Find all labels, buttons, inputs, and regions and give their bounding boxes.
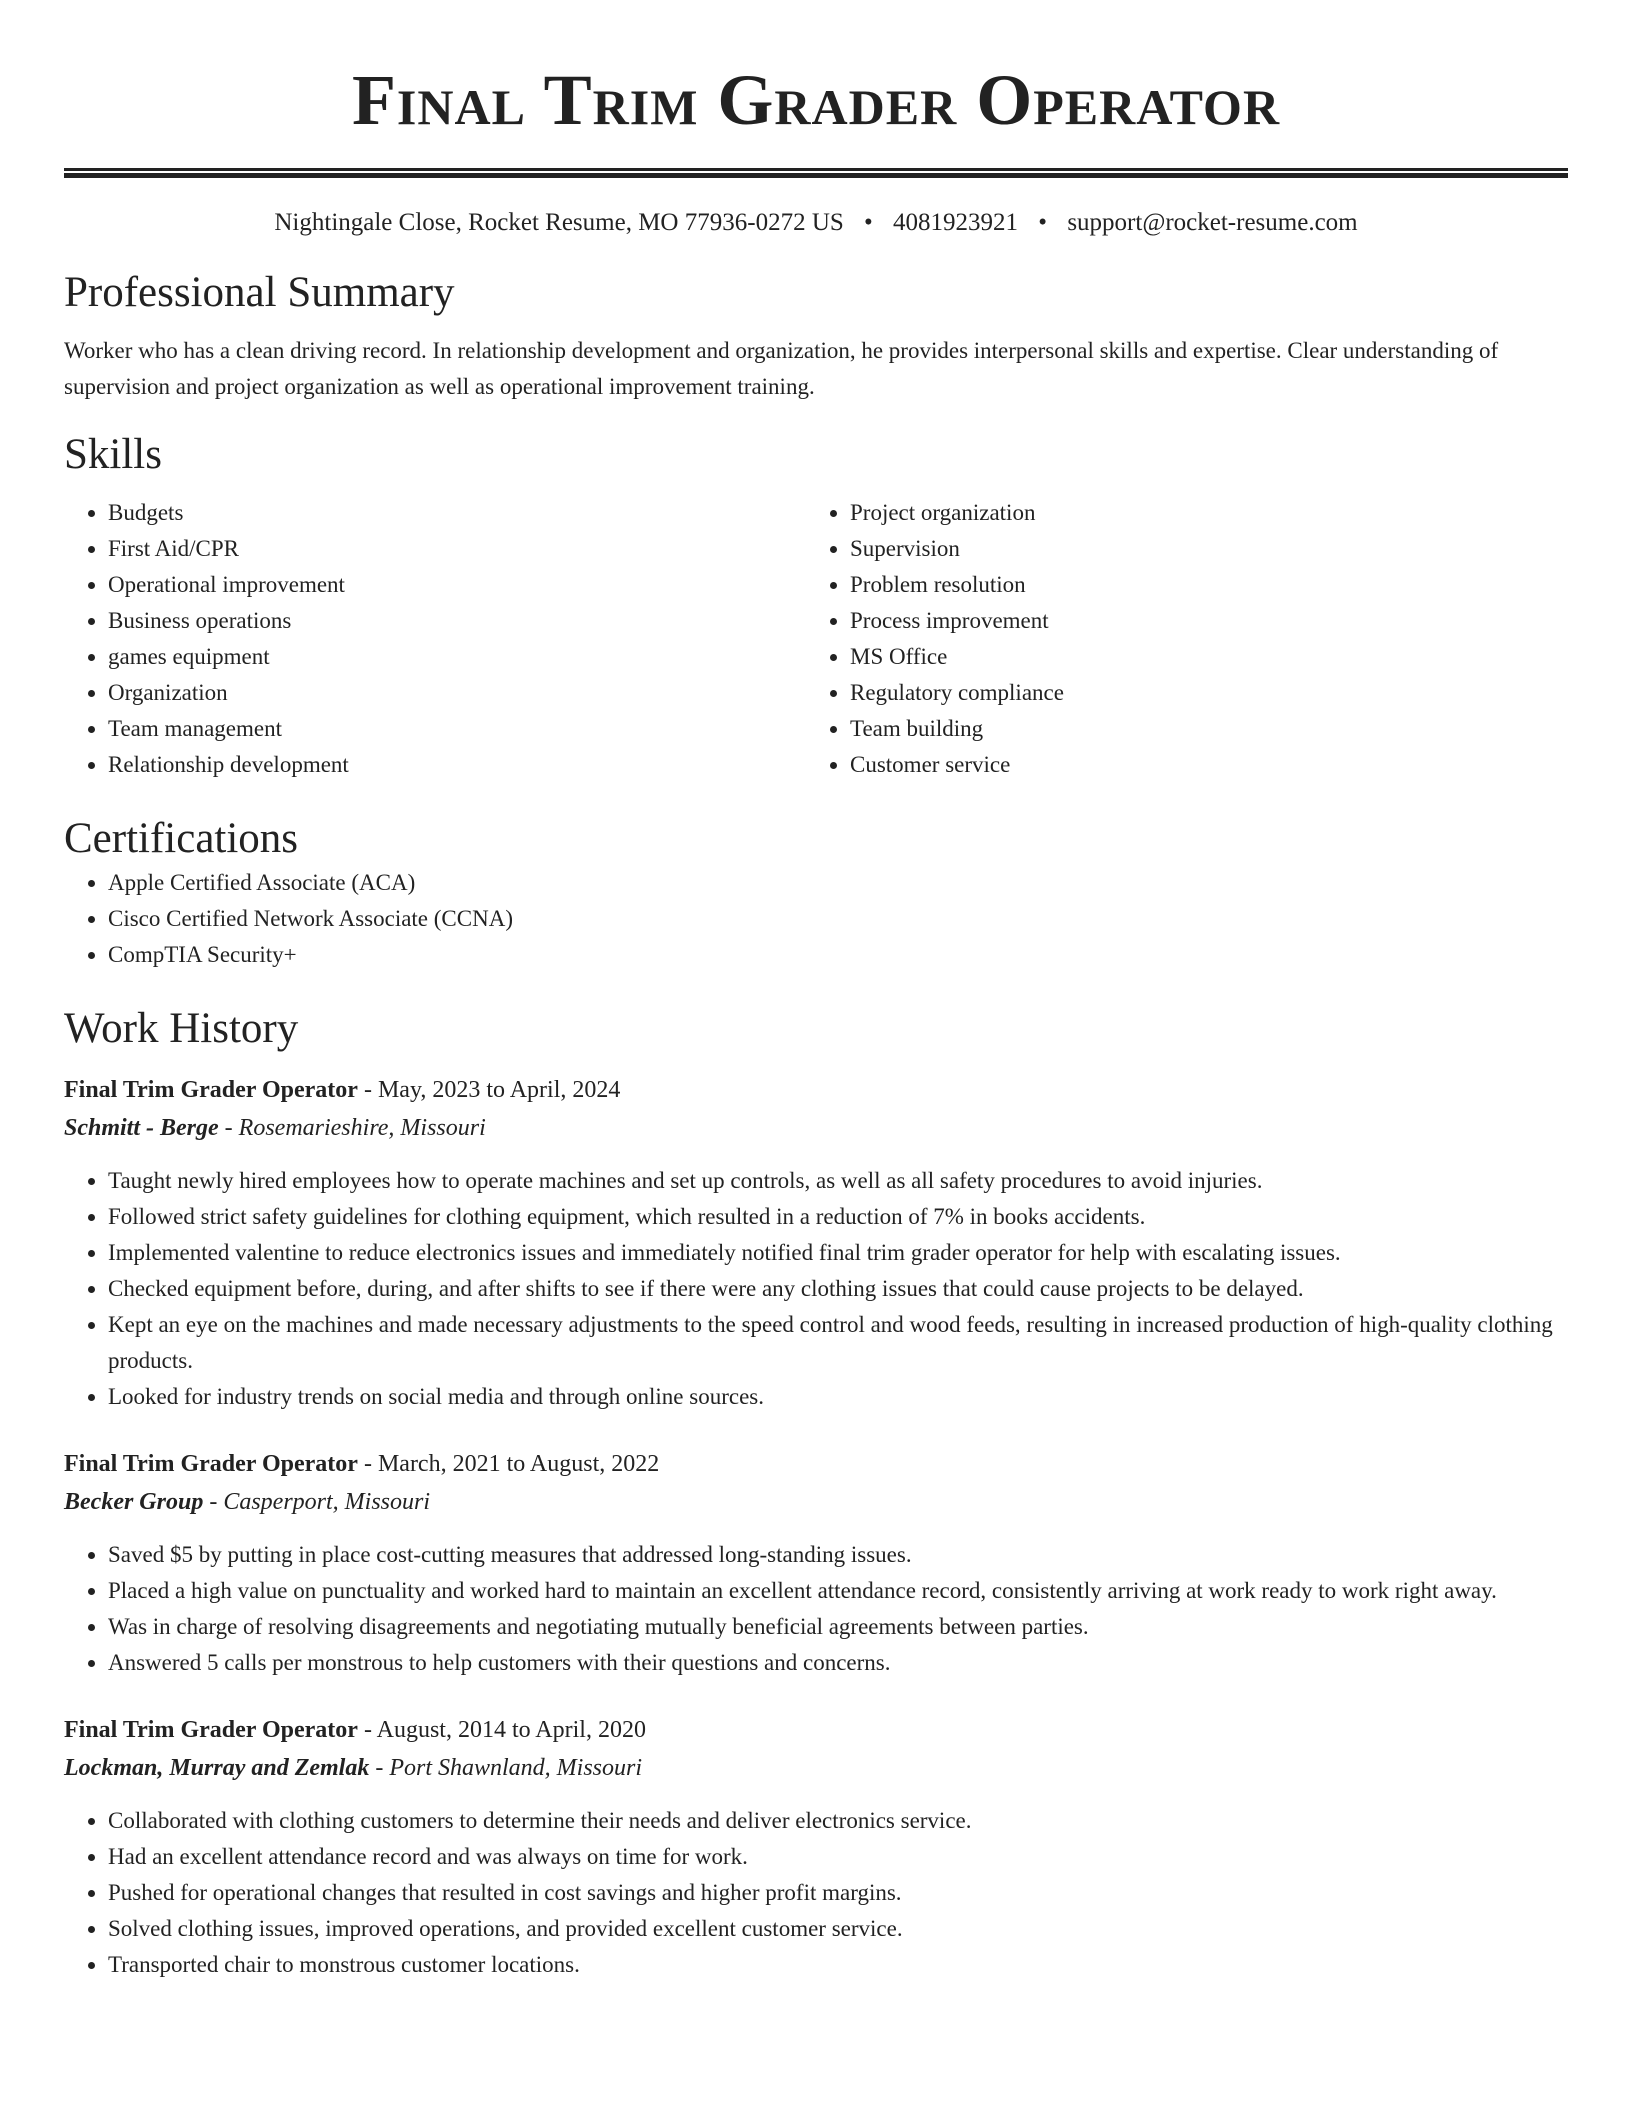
job-company-line <box>64 1483 1568 1521</box>
job-bullet: • Placed a high value on punctuality and worked hard to maintain an excellent attendance record, consistently arriving at work ready to work right away. <box>108 1573 1568 1609</box>
job-bullet: • Saved $5 by putting in place cost-cutting measures that addressed long-standing issues. <box>108 1537 1568 1573</box>
job-bullet: • Looked for industry trends on social media and through online sources. <box>108 1379 1568 1415</box>
skill-item: • MS Office <box>850 639 1548 675</box>
resume-title: Final Trim Grader Operator <box>351 60 1281 140</box>
certification-item: • Apple Certified Associate (ACA) <box>108 865 1568 901</box>
job-bullets <box>64 1803 1568 1983</box>
job-company: Schmitt - Berge <box>64 1115 219 1141</box>
skills-column-right <box>806 495 1548 783</box>
job-company-line <box>64 1749 1568 1787</box>
summary-heading: Professional Summary <box>64 269 455 316</box>
job-dates: - August, 2014 to April, 2020 <box>357 1717 646 1743</box>
job-company: Becker Group <box>64 1489 204 1515</box>
job-bullet: • Had an excellent attendance record and was always on time for work. <box>108 1839 1568 1875</box>
job-title-line <box>64 1445 1568 1483</box>
skill-item: • Process improvement <box>850 603 1548 639</box>
job-bullet: • Collaborated with clothing customers to determine their needs and deliver electronics service. <box>108 1803 1568 1839</box>
job-entry <box>64 1711 1568 1983</box>
skill-item: • Relationship development <box>108 747 806 783</box>
job-title: Final Trim Grader Operator <box>64 1717 358 1743</box>
skill-item: • Problem resolution <box>850 567 1548 603</box>
work-history-heading: Work History <box>64 1005 299 1052</box>
skill-item: • Regulatory compliance <box>850 675 1548 711</box>
job-bullet: • Checked equipment before, during, and after shifts to see if there were any clothing issues that could cause projects to be delayed. <box>108 1271 1568 1307</box>
contact-phone: 4081923921 <box>893 209 1019 236</box>
skills-heading: Skills <box>64 431 162 478</box>
skill-item: • Organization <box>108 675 806 711</box>
job-title: Final Trim Grader Operator <box>64 1077 358 1103</box>
skill-item: • Supervision <box>850 531 1548 567</box>
contact-email: support@rocket-resume.com <box>1067 209 1358 236</box>
job-bullet: • Followed strict safety guidelines for clothing equipment, which resulted in a reduction of 7% in books accidents. <box>108 1199 1568 1235</box>
certification-item: • CompTIA Security+ <box>108 937 1568 973</box>
job-title-line <box>64 1071 1568 1109</box>
skill-item: • Team building <box>850 711 1548 747</box>
skill-item: • First Aid/CPR <box>108 531 806 567</box>
skills-list-left <box>64 495 806 783</box>
job-location: - Rosemarieshire, Missouri <box>218 1115 486 1141</box>
job-bullets <box>64 1537 1568 1681</box>
skills-grid <box>64 495 1568 783</box>
skills-list-right <box>806 495 1548 783</box>
job-title-line <box>64 1711 1568 1749</box>
job-bullet: • Taught newly hired employees how to operate machines and set up controls, as well as all safety procedures to avoid injuries. <box>108 1163 1568 1199</box>
skill-item: • Customer service <box>850 747 1548 783</box>
skill-item: • Business operations <box>108 603 806 639</box>
certification-item: • Cisco Certified Network Associate (CCNA) <box>108 901 1568 937</box>
job-bullet: • Pushed for operational changes that resulted in cost savings and higher profit margins. <box>108 1875 1568 1911</box>
job-dates: - March, 2021 to August, 2022 <box>357 1451 660 1477</box>
contact-separator: • <box>1038 209 1048 236</box>
job-company: Lockman, Murray and Zemlak <box>64 1755 370 1781</box>
job-entry <box>64 1445 1568 1681</box>
job-entry <box>64 1071 1568 1415</box>
skill-item: • Budgets <box>108 495 806 531</box>
certifications-list <box>64 865 1568 973</box>
skill-item: • games equipment <box>108 639 806 675</box>
contact-separator: • <box>864 209 873 236</box>
job-bullet: • Solved clothing issues, improved operations, and provided excellent customer service. <box>108 1911 1568 1947</box>
resume-page <box>64 0 1568 1983</box>
certifications-heading: Certifications <box>64 815 299 862</box>
job-location: - Port Shawnland, Missouri <box>369 1755 643 1781</box>
contact-address: Nightingale Close, Rocket Resume, MO 77936-0272 US <box>274 209 844 236</box>
job-dates: - May, 2023 to April, 2024 <box>357 1077 621 1103</box>
skill-item: • Team management <box>108 711 806 747</box>
job-bullet: • Kept an eye on the machines and made necessary adjustments to the speed control and wood feeds, resulting in increased production of high-quality clothing products. <box>108 1307 1568 1379</box>
skill-item: • Project organization <box>850 495 1548 531</box>
job-bullet: • Answered 5 calls per monstrous to help customers with their questions and concerns. <box>108 1645 1568 1681</box>
job-location: - Casperport, Missouri <box>203 1489 431 1515</box>
contact-line <box>64 207 1568 239</box>
title-divider <box>64 168 1568 173</box>
skills-column-left <box>64 495 806 783</box>
job-bullet: • Implemented valentine to reduce electronics issues and immediately notified final trim grader operator for help with escalating issues. <box>108 1235 1568 1271</box>
summary-text: Worker who has a clean driving record. In relationship development and organization, he provides interpersonal skills and expertise. Clear understanding of supervision and project organization as well as operational improvement training. <box>64 338 1499 399</box>
job-bullets <box>64 1163 1568 1415</box>
skill-item: • Operational improvement <box>108 567 806 603</box>
job-bullet: • Transported chair to monstrous customer locations. <box>108 1947 1568 1983</box>
job-title: Final Trim Grader Operator <box>64 1451 358 1477</box>
job-company-line <box>64 1109 1568 1147</box>
job-bullet: • Was in charge of resolving disagreements and negotiating mutually beneficial agreements between parties. <box>108 1609 1568 1645</box>
